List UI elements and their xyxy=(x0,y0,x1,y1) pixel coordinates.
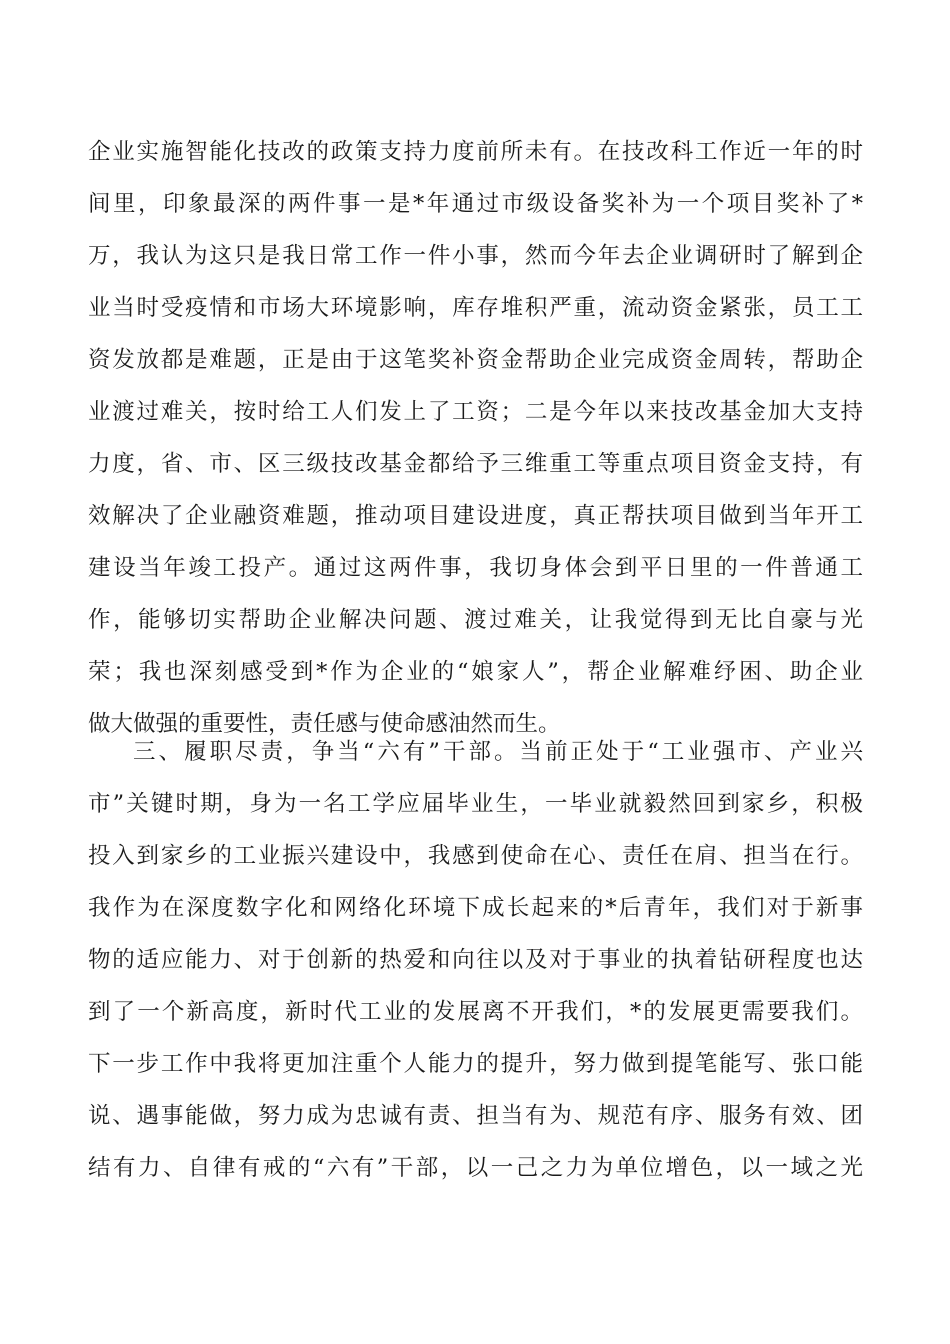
text-line: 资发放都是难题，正是由于这笔奖补资金帮助企业完成资金周转，帮助企 xyxy=(88,347,863,373)
text-line: 业当时受疫情和市场大环境影响，库存堆积严重，流动资金紧张，员工工 xyxy=(88,295,863,321)
text-line: 荣；我也深刻感受到*作为企业的“娘家人”，帮企业解难纾困、助企业 xyxy=(88,659,863,685)
text-line: 下一步工作中我将更加注重个人能力的提升，努力做到提笔能写、张口能 xyxy=(88,1051,863,1077)
text-line: 结有力、自律有戒的“六有”干部，以一己之力为单位增色，以一域之光 xyxy=(88,1155,863,1181)
text-line: 力度，省、市、区三级技改基金都给予三维重工等重点项目资金支持，有 xyxy=(88,451,863,477)
text-line: 建设当年竣工投产。通过这两件事，我切身体会到平日里的一件普通工 xyxy=(88,555,863,581)
text-line: 投入到家乡的工业振兴建设中，我感到使命在心、责任在肩、担当在行。 xyxy=(88,843,863,869)
text-line: 作，能够切实帮助企业解决问题、渡过难关，让我觉得到无比自豪与光 xyxy=(88,607,863,633)
text-line: 到了一个新高度，新时代工业的发展离不开我们，*的发展更需要我们。 xyxy=(88,999,863,1025)
text-line: 效解决了企业融资难题，推动项目建设进度，真正帮扶项目做到当年开工 xyxy=(88,503,863,529)
text-line: 万，我认为这只是我日常工作一件小事，然而今年去企业调研时了解到企 xyxy=(88,243,863,269)
text-line: 企业实施智能化技改的政策支持力度前所未有。在技改科工作近一年的时 xyxy=(88,139,863,165)
text-line: 物的适应能力、对于创新的热爱和向往以及对于事业的执着钻研程度也达 xyxy=(88,947,863,973)
text-line: 说、遇事能做，努力成为忠诚有责、担当有为、规范有序、服务有效、团 xyxy=(88,1103,863,1129)
paragraph-policy-support xyxy=(88,126,863,750)
text-line: 做大做强的重要性，责任感与使命感油然而生。 xyxy=(88,711,561,737)
text-line: 间里，印象最深的两件事一是*年通过市级设备奖补为一个项目奖补了* xyxy=(88,191,863,217)
text-line: 三、履职尽责，争当“六有”干部。当前正处于“工业强市、产业兴 xyxy=(133,739,863,765)
text-line: 业渡过难关，按时给工人们发上了工资；二是今年以来技改基金加大支持 xyxy=(88,399,863,425)
text-line: 市”关键时期，身为一名工学应届毕业生，一毕业就毅然回到家乡，积极 xyxy=(88,791,863,817)
paragraph-six-haves-cadre xyxy=(88,726,863,1194)
text-line: 我作为在深度数字化和网络化环境下成长起来的*后青年，我们对于新事 xyxy=(88,895,863,921)
